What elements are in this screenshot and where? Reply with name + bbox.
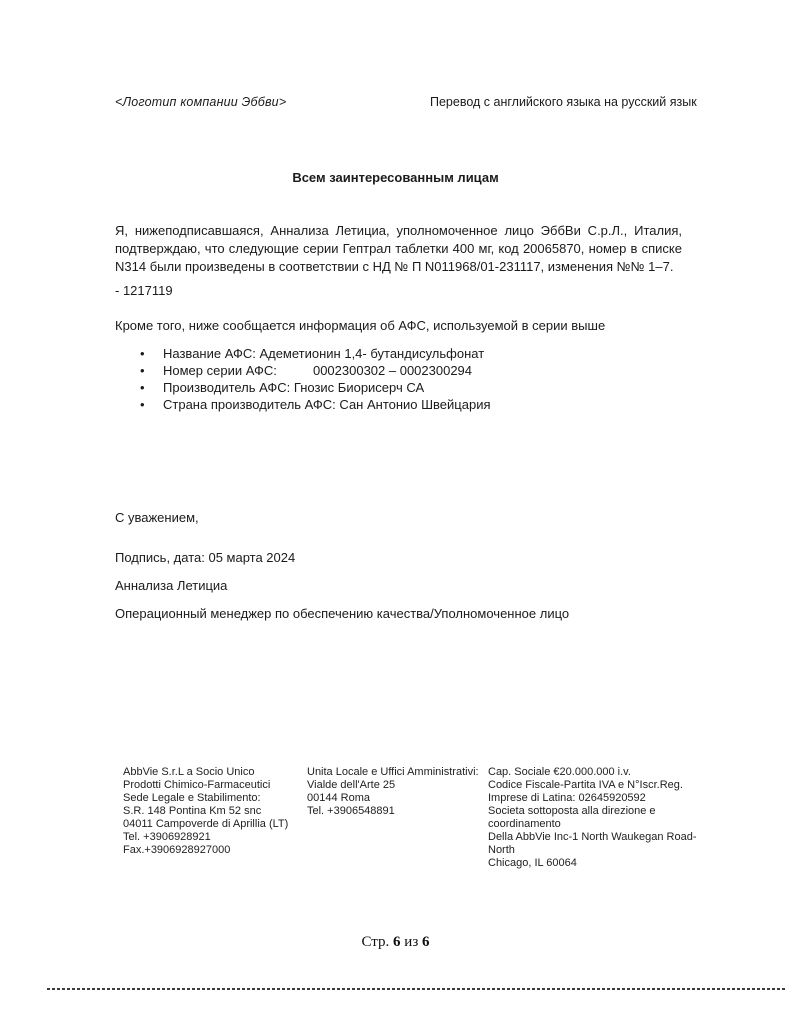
afs-bullet-list: [140, 345, 660, 413]
footer-line: Prodotti Chimico-Farmaceutici: [123, 779, 271, 791]
afs-batch-line: Номер серии АФС: 0002300302 – 0002300294: [163, 363, 473, 378]
afs-name-line: Название АФС: Адеметионин 1,4- бутандисульфонат: [163, 346, 485, 361]
page-number-total: 6: [422, 934, 430, 950]
page-number-label: Стр.: [361, 934, 390, 950]
bottom-dashed-divider: [47, 988, 787, 990]
footer-line: Unita Locale e Uffici Amministrativi:: [307, 766, 479, 778]
signer-title: Операционный менеджер по обеспечению качества/Уполномоченное лицо: [115, 606, 570, 621]
footer-line: Vialde dell'Arte 25: [307, 779, 396, 791]
footer-line: Imprese di Latina: 02645920592: [488, 792, 646, 804]
afs-intro-paragraph: Кроме того, ниже сообщается информация об АФС, используемой в серии выше: [115, 318, 606, 333]
logo-placeholder-text: <Логотип компании Эббви>: [115, 95, 287, 109]
afs-country-line: Страна производитель АФС: Сан Антонио Швейцария: [163, 397, 491, 412]
list-item: [140, 362, 660, 379]
translation-note: Перевод с английского языка на русский язык: [430, 95, 697, 109]
page-number-separator: из: [404, 934, 419, 950]
bullet-icon: •: [140, 363, 145, 378]
footer-line: 04011 Campoverde di Aprillia (LT): [123, 818, 289, 830]
footer-line: Cap. Sociale €20.000.000 i.v.: [488, 766, 631, 778]
footer-line: Tel. +3906548891: [307, 805, 395, 817]
bullet-icon: •: [140, 346, 145, 361]
batch-number-line: - 1217119: [115, 283, 173, 298]
footer-line: Societa sottoposta alla direzione e coordinamento: [488, 805, 656, 830]
list-item: [140, 345, 660, 362]
footer-line: 00144 Roma: [307, 792, 370, 804]
footer-line: AbbVie S.r.L a Socio Unico: [123, 766, 255, 778]
list-item: [140, 396, 660, 413]
footer-line: Codice Fiscale-Partita IVA e N°Iscr.Reg.: [488, 779, 683, 791]
signature-date-line: Подпись, дата: 05 марта 2024: [115, 550, 296, 565]
main-paragraph: Я, нижеподписавшаяся, Аннализа Летициа, уполномоченное лицо ЭббВи С.р.Л., Италия, подтверждаю, что следующие серии Гептрал таблетки 400 мг, код 20065870, номер в списке N314 были произведены в соответствии с НД № П N011968/01-231117, изменения №№ 1–7.: [115, 223, 682, 274]
bullet-icon: •: [140, 380, 145, 395]
page-number-current: 6: [393, 934, 401, 950]
footer-line: Della AbbVie Inc-1 North Waukegan Road-North: [488, 831, 697, 856]
document-title: Всем заинтересованным лицам: [292, 170, 499, 185]
footer-line: Sede Legale e Stabilimento:: [123, 792, 261, 804]
list-item: [140, 379, 660, 396]
footer-column-legal-address: [123, 766, 303, 857]
closing-line: С уважением,: [115, 510, 199, 525]
footer-line: Tel. +3906928921: [123, 831, 211, 843]
footer-line: Fax.+3906928927000: [123, 844, 231, 856]
page-number: [0, 934, 791, 951]
signer-name: Аннализа Летициа: [115, 578, 228, 593]
footer-line: S.R. 148 Pontina Km 52 snc: [123, 805, 262, 817]
bullet-icon: •: [140, 397, 145, 412]
afs-manufacturer-line: Производитель АФС: Гнозис Биорисерч СА: [163, 380, 425, 395]
footer-column-office-address: [307, 766, 482, 818]
footer-column-fiscal-info: [488, 766, 723, 870]
footer-line: Chicago, IL 60064: [488, 857, 577, 869]
